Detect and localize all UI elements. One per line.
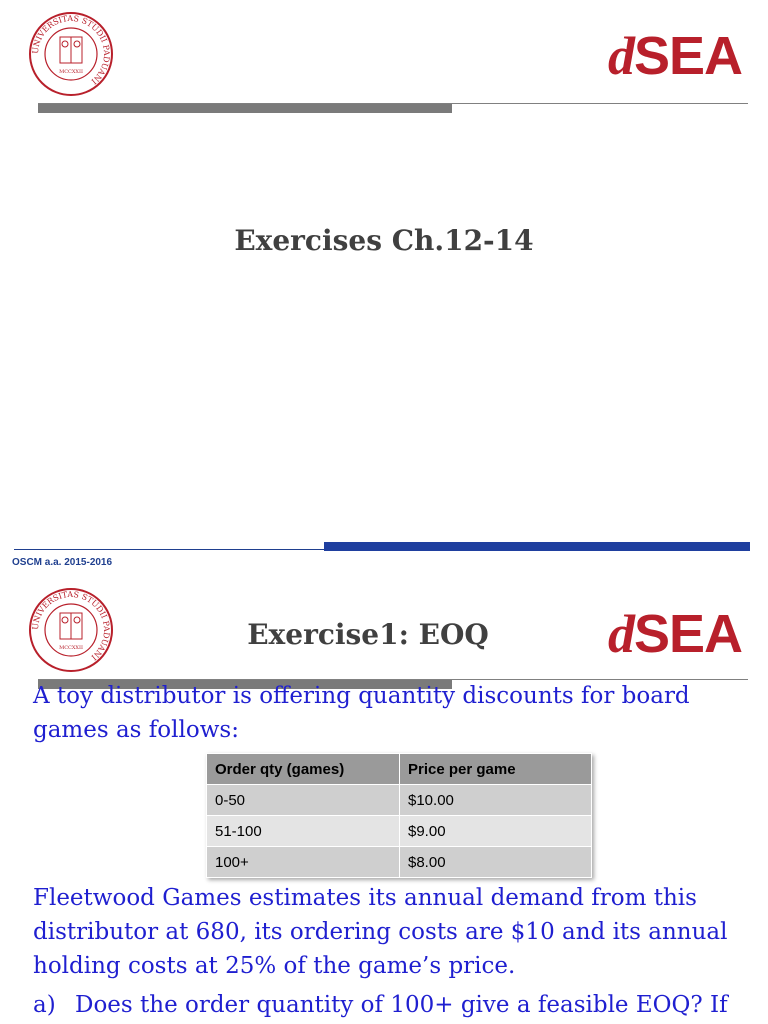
column-header-qty: Order qty (games) xyxy=(207,754,400,785)
footer-bar xyxy=(324,542,750,551)
table-row xyxy=(207,785,592,816)
problem-paragraph xyxy=(33,881,763,983)
table-cell: $9.00 xyxy=(400,816,592,847)
table-cell: $10.00 xyxy=(400,785,592,816)
paragraph-line: Fleetwood Games estimates its annual demand from this xyxy=(33,885,697,911)
intro-line: games as follows: xyxy=(33,717,239,743)
svg-text:MCCXXII: MCCXXII xyxy=(59,645,83,651)
slide-title: Exercise1: EOQ xyxy=(247,618,489,651)
table-cell: 51-100 xyxy=(207,816,400,847)
svg-text:UNIVERSITAS STUDII PADUANI: UNIVERSITAS STUDII PADUANI xyxy=(30,589,112,662)
question-a xyxy=(33,988,763,1022)
table-cell: 0-50 xyxy=(207,785,400,816)
footer-course: OSCM a.a. 2015-2016 xyxy=(12,557,113,568)
paragraph-line: holding costs at 25% of the game’s price. xyxy=(33,953,516,979)
dsea-logo: dSEA xyxy=(608,604,743,664)
column-header-price: Price per game xyxy=(400,754,592,785)
paragraph-line: distributor at 680, its ordering costs are $10 and its annual xyxy=(33,919,728,945)
footer-divider xyxy=(14,549,324,550)
table-cell: 100+ xyxy=(207,847,400,878)
intro-line: A toy distributor is offering quantity discounts for board xyxy=(33,683,690,709)
dsea-logo: dSEA xyxy=(608,26,743,86)
slide-2 xyxy=(0,580,768,1024)
question-marker: a) xyxy=(33,992,56,1018)
svg-text:UNIVERSITAS STUDII PADUANI: UNIVERSITAS STUDII PADUANI xyxy=(30,13,112,86)
table-cell: $8.00 xyxy=(400,847,592,878)
slide-title: Exercises Ch.12-14 xyxy=(234,224,534,257)
table-row xyxy=(207,847,592,878)
table-header-row xyxy=(207,754,592,785)
table-row xyxy=(207,816,592,847)
university-seal-icon xyxy=(28,11,114,97)
intro-text xyxy=(33,679,753,747)
discount-table xyxy=(206,753,592,878)
header-bar xyxy=(38,104,452,113)
question-text: Does the order quantity of 100+ give a feasible EOQ? If xyxy=(75,992,728,1018)
svg-text:MCCXXII: MCCXXII xyxy=(59,69,83,75)
